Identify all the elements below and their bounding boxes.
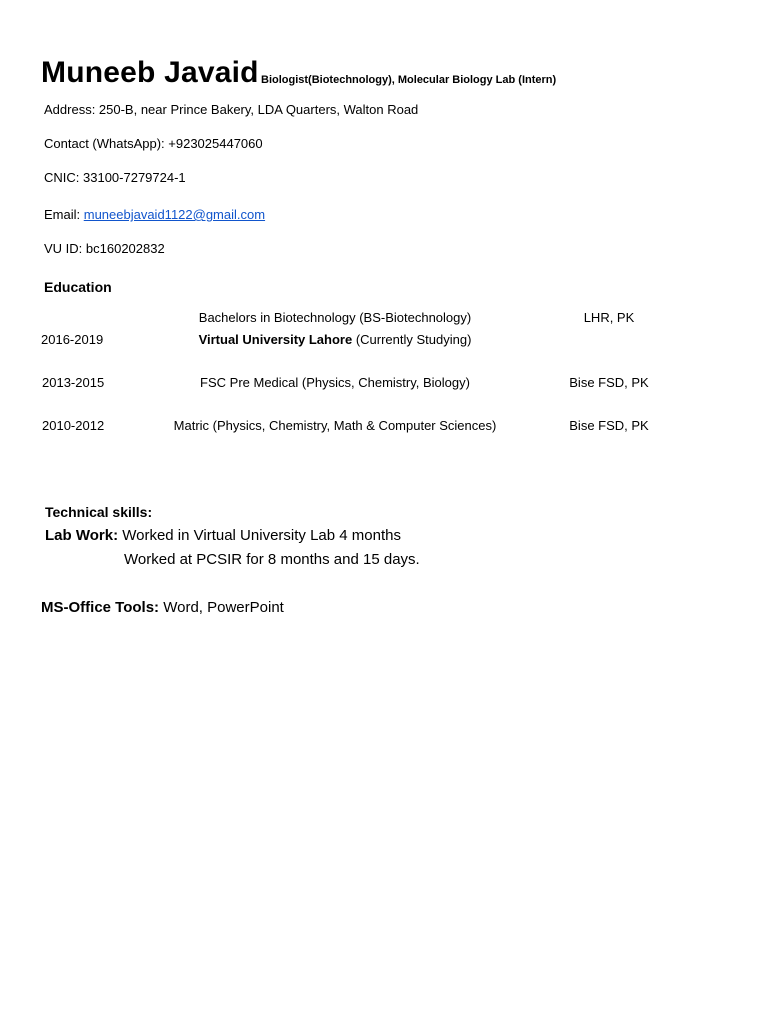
address-line: Address: 250-B, near Prince Bakery, LDA Quarters, Walton Road	[44, 102, 419, 117]
education-years: 2010-2012	[42, 418, 105, 433]
lab-work-line-2: Worked at PCSIR for 8 months and 15 days.	[124, 551, 420, 568]
ms-office-line	[41, 599, 284, 616]
candidate-name: Muneeb Javaid	[41, 56, 259, 89]
education-location: Bise FSD, PK	[569, 375, 649, 390]
email-label: Email:	[44, 207, 84, 222]
email-link[interactable]: muneebjavaid1122@gmail.com	[83, 207, 266, 222]
education-years: 2016-2019	[41, 332, 104, 347]
technical-skills-heading: Technical skills:	[45, 504, 153, 520]
contact-line: Contact (WhatsApp): +923025447060	[44, 136, 263, 151]
education-degree: FSC Pre Medical (Physics, Chemistry, Biology)	[200, 375, 470, 390]
lab-work-label: Lab Work:	[45, 527, 119, 544]
ms-office-label: MS-Office Tools:	[41, 599, 160, 616]
email-line	[44, 207, 265, 222]
vu-id-line: VU ID: bc160202832	[44, 241, 165, 256]
education-location: Bise FSD, PK	[569, 418, 649, 433]
education-location: LHR, PK	[583, 310, 635, 325]
lab-work-value: Worked in Virtual University Lab 4 months	[118, 527, 401, 544]
education-degree: Bachelors in Biotechnology (BS-Biotechnology)	[198, 310, 472, 325]
education-heading: Education	[44, 279, 112, 295]
education-note: (Currently Studying)	[352, 332, 472, 347]
education-institution: Virtual University Lahore	[198, 332, 353, 347]
cnic-line: CNIC: 33100-7279724-1	[44, 170, 186, 185]
ms-office-value: Word, PowerPoint	[159, 599, 284, 616]
education-years: 2013-2015	[42, 375, 105, 390]
education-degree: Matric (Physics, Chemistry, Math & Computer Sciences)	[173, 418, 497, 433]
lab-work-line	[45, 527, 401, 544]
education-institution-line	[135, 332, 535, 347]
job-title: Biologist(Biotechnology), Molecular Biology Lab (Intern)	[261, 74, 557, 86]
